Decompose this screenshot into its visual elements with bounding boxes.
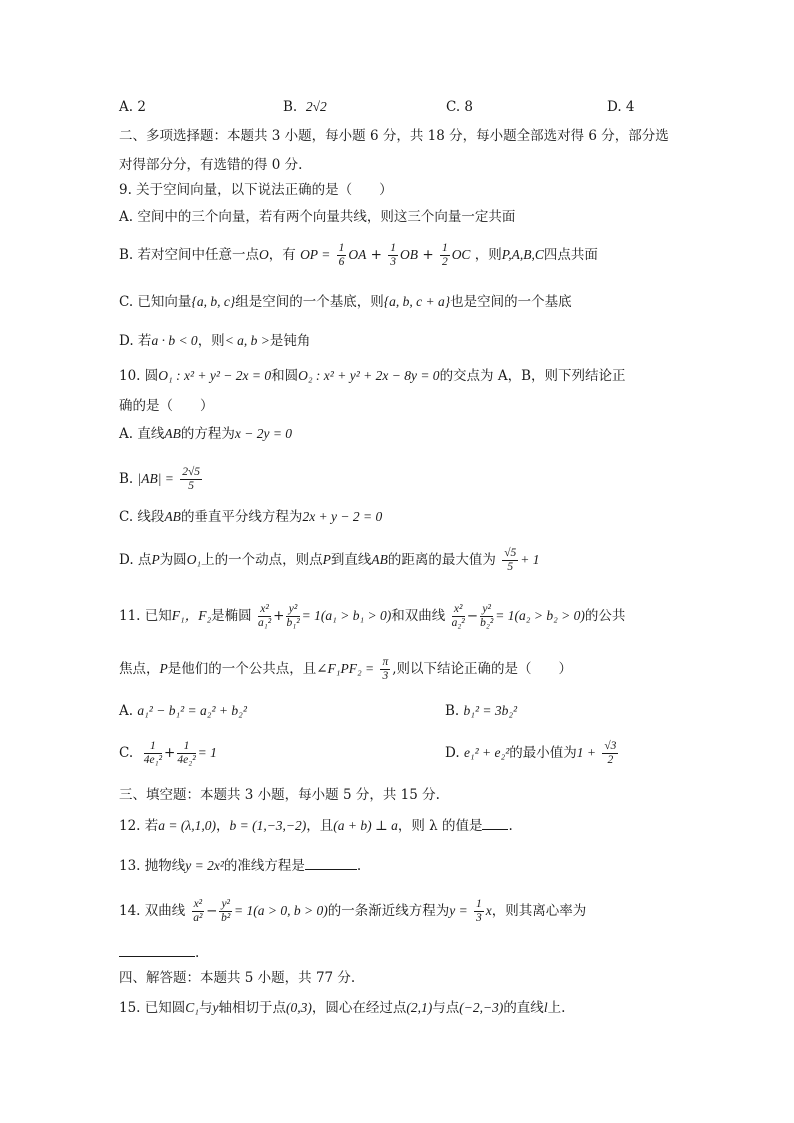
q10-d-o1: O₁ (186, 552, 202, 567)
q9-c-text2: 组是空间的一个基底，则 (235, 294, 384, 310)
q9-b-text3: ，则 (474, 247, 502, 263)
q14-x: x (485, 903, 492, 918)
q13-t3: . (356, 858, 362, 874)
q10-option-b[interactable] (119, 466, 204, 493)
q11-pi-over-3: $\frac{\pi}{3}$ (382, 656, 389, 682)
q14-answer-blank[interactable] (119, 944, 195, 957)
q9-d-text2: ，则 (197, 333, 225, 349)
q13-eq: y = 2x² (185, 858, 224, 873)
q11-stem-line1: 11. 已知F₁，F₂是椭圆 $\frac{\text{x²}}{\text{a₁²}}$ + $\frac{\text{y²}}{\text{b₁²}}$ = 1(a₁ > b₁ > 0)和双曲线 $\frac{\text{x²}}{\text{a₂²}}$ − $\frac{\text{y²}}{\text{b₂²}}$ = 1(a₂ > b₂ > 0)的公共 (119, 603, 626, 629)
q10-b-label: B. (119, 471, 134, 487)
q10-d-t4: 的距离的最大值为 (387, 552, 496, 568)
q10-b-frac: $\frac{2√5}{5}$ (182, 466, 201, 492)
q9-b-text2: ，有 (268, 247, 296, 263)
q11-option-a[interactable] (119, 701, 247, 721)
section2-header-line1: 二、多项选择题：本题共 3 小题，每小题 6 分，共 18 分，每小题全部选对得 6 分，部分选 (119, 128, 669, 144)
q8-option-b-label: B. (283, 99, 298, 115)
section3-header: 三、填空题：本题共 3 小题，每小题 5 分，共 15 分. (119, 787, 440, 803)
q12-t1: 12. 若 (119, 818, 159, 834)
q9-c-basis2: {a, b, c + a} (383, 294, 451, 309)
q14-t3: ，则其离心率为 (491, 903, 587, 919)
q11-d-one: 1 + (576, 745, 597, 760)
q12-t2: ， (215, 818, 230, 834)
q10-c-eq: 2x + y − 2 = 0 (302, 509, 383, 524)
q9-b-frac2: $\frac{1}{3}$ (390, 242, 397, 268)
q11-c-tail: = 1 (197, 745, 217, 760)
q11-d-eq: e₁² + e₂² (463, 745, 510, 760)
q11-text4: 的公共 (584, 608, 626, 624)
q10-a-eq: x − 2y = 0 (234, 426, 293, 441)
q11-c-frac1: $\frac{1}{\text{4e₁²}}$ (143, 740, 163, 766)
q11-ellipse-tail: = 1(a₁ > b₁ > 0) (301, 608, 392, 623)
q9-b-text4: 四点共面 (543, 247, 598, 263)
q9-d-angle: < a, b > (224, 333, 270, 348)
q11-l2-angle: ∠F₁PF₂ = (316, 661, 375, 676)
q11-stem-line2 (119, 656, 572, 683)
q9-b-vector-oc: OC (451, 247, 471, 262)
q10-d-t0: D. 点 (119, 552, 152, 568)
q12-condition: (a + b) ⊥ a (333, 818, 398, 833)
q11-option-c[interactable]: C. $\frac{1}{\text{4e₁²}}$ + $\frac{1}{\text{4e₂²}}$ = 1 (119, 740, 217, 766)
q9-option-d[interactable] (119, 331, 310, 351)
q15-t5: 与点 (432, 1000, 460, 1016)
q8-option-b[interactable] (283, 97, 327, 117)
q14-frac-third: $\frac{1}{3}$ (475, 898, 482, 924)
q15-t4: ，圆心在经过点 (311, 1000, 407, 1016)
q10-d-p2: P (322, 552, 331, 567)
q11-option-d[interactable] (445, 740, 620, 767)
q11-d-label: D. (445, 745, 460, 761)
q10-d-frac: $\frac{√5}{5}$ (504, 547, 517, 573)
q10-a-ab: AB (164, 426, 181, 441)
q10-d-t2: 上的一个动点，则点 (201, 552, 323, 568)
q13 (119, 856, 361, 876)
q13-t1: 13. 抛物线 (119, 858, 186, 874)
q9-b-frac1: $\frac{1}{6}$ (338, 242, 345, 268)
q11-c-frac2: $\frac{1}{\text{4e₂²}}$ (177, 740, 196, 766)
q9-b-points: P,A,B,C (501, 247, 544, 262)
q11-text3: 和双曲线 (391, 608, 446, 624)
q14-tail: = 1(a > 0, b > 0) (234, 903, 328, 918)
q11-a-label: A. (119, 703, 134, 719)
q11-a-eq: a₁² − b₁² = a₂² + b₂² (137, 703, 247, 718)
q10-a-text1: A. 直线 (119, 426, 165, 442)
q9-option-a[interactable]: A. 空间中的三个向量，若有两个向量共线，则这三个向量一定共面 (119, 209, 516, 225)
q12-vector-a: a = (λ,1,0) (158, 818, 216, 833)
q10-stem-line2: 确的是（ ） (119, 398, 214, 414)
q10-d-t3: 到直线 (330, 552, 372, 568)
q15-line-l: l (543, 1000, 548, 1015)
q11-hyper-frac-y: $\frac{\text{y²}}{\text{b₂²}}$ (480, 603, 494, 629)
q9-b-vector-op: OP = (300, 247, 331, 262)
q15-t3: 轴相切于点 (218, 1000, 286, 1016)
q12-vector-b: b = (1,−3,−2) (229, 818, 307, 833)
q9-c-basis1: {a, b, c} (191, 294, 236, 309)
q14-frac-x: $\frac{\text{x²}}{\text{a²}}$ (193, 898, 203, 924)
section4-header: 四、解答题：本题共 5 小题，共 77 分. (119, 970, 356, 986)
q10-text1: 10. 圆 (119, 368, 159, 384)
q9-option-c[interactable] (119, 292, 572, 312)
q15-c1: C₁ (185, 1000, 199, 1015)
q9-b-vector-ob: OB (400, 247, 419, 262)
q10-text2: 和圆 (271, 368, 299, 384)
q14-line2 (119, 943, 199, 963)
q10-stem-line1 (119, 366, 626, 386)
q11-c-label: C. (119, 745, 134, 761)
q10-d-ab: AB (371, 552, 388, 567)
q9-option-b[interactable]: B. 若对空间中任意一点O，有 OP = $\frac{1}{6}$ OA + $\frac{1}{3}$ OB + $\frac{1}{2}$ OC ，则P,A,B,C四点共面 (119, 242, 598, 268)
q10-option-c[interactable] (119, 507, 382, 527)
q13-answer-blank[interactable] (305, 857, 357, 870)
q11-hyper-tail: = 1(a₂ > b₂ > 0) (495, 608, 585, 623)
q9-b-frac3: $\frac{1}{2}$ (441, 242, 448, 268)
q14-asym: y = (449, 903, 468, 918)
q9-d-text3: 是钝角 (269, 333, 311, 349)
q14-line1: 14. 双曲线 $\frac{\text{x²}}{\text{a²}}$ − $\frac{\text{y²}}{\text{b²}}$ = 1(a > 0, b > 0)的一条渐近线方程为y = $\frac{1}{3}$ x，则其离心率为 (119, 898, 587, 924)
q11-l2-t1: 焦点， (119, 661, 160, 677)
q11-text2: 是椭圆 (211, 608, 252, 624)
q9-stem: 9. 关于空间向量，以下说法正确的是（ ） (119, 182, 393, 198)
q12-answer-blank[interactable] (482, 817, 508, 830)
q10-circle1-eq: O₁ : x² + y² − 2x = 0 (158, 368, 272, 383)
q11-ellipse-frac-x: $\frac{\text{x²}}{\text{a₁²}}$ (257, 603, 272, 629)
q8-option-a[interactable]: A. 2 (119, 99, 146, 115)
q15-y: y (212, 1000, 219, 1015)
q10-c-ab: AB (164, 509, 181, 524)
q8-option-c[interactable]: C. 8 (446, 99, 474, 115)
q10-circle2-eq: O₂ : x² + y² + 2x − 8y = 0 (298, 368, 440, 383)
q9-c-text1: C. 已知向量 (119, 294, 192, 310)
q15 (119, 998, 565, 1018)
q15-t6: 的直线 (503, 1000, 544, 1016)
q11-foci: F₁，F₂ (171, 608, 212, 623)
q15-t7: 上. (547, 1000, 566, 1016)
q15-point3: (−2,−3) (459, 1000, 504, 1015)
q10-c-text2: 的垂直平分线方程为 (180, 509, 303, 525)
q9-d-expr: a · b < 0 (151, 333, 198, 348)
q11-ellipse-frac-y: $\frac{\text{y²}}{\text{b₁²}}$ (286, 603, 300, 629)
q10-option-a[interactable] (119, 424, 292, 444)
q11-l2-t2: 是他们的一个公共点，且 (167, 661, 317, 677)
q9-d-text1: D. 若 (119, 333, 152, 349)
q8-option-d[interactable]: D. 4 (607, 99, 635, 115)
q12-t4: ，则 λ 的值是 (397, 818, 483, 834)
q11-option-b[interactable] (445, 701, 517, 721)
section2-header-line2: 对得部分分，有选错的得 0 分. (119, 157, 303, 173)
q10-d-tail: + 1 (520, 552, 540, 567)
q8-option-b-value: 2√2 (305, 99, 327, 114)
q9-b-vector-oa: OA (348, 247, 367, 262)
q11-l2-p: P (159, 661, 168, 676)
q11-b-label: B. (445, 703, 460, 719)
q12 (119, 816, 513, 836)
q11-d-frac: $\frac{√3}{2}$ (604, 740, 617, 766)
q15-t1: 15. 已知圆 (119, 1000, 186, 1016)
q14-t1: 14. 双曲线 (119, 903, 186, 919)
q10-option-d[interactable] (119, 547, 540, 574)
q10-text3: 的交点为 A，B，则下列结论正 (439, 368, 626, 384)
q9-c-text3: 也是空间的一个基底 (450, 294, 572, 310)
q11-b-eq: b₁² = 3b₂² (463, 703, 518, 718)
q14-t4: . (195, 945, 200, 961)
q13-t2: 的准线方程是 (223, 858, 305, 874)
q10-b-lhs: |AB| = (137, 471, 174, 486)
q9-b-text1: B. 若对空间中任意一点 (119, 247, 260, 263)
q12-t3: ，且 (306, 818, 334, 834)
q11-text1: 11. 已知 (119, 608, 172, 624)
q11-hyper-frac-x: $\frac{\text{x²}}{\text{a₂²}}$ (451, 603, 465, 629)
q11-d-text: 的最小值为 (509, 745, 577, 761)
q12-t5: . (508, 818, 513, 834)
q14-t2: 的一条渐近线方程为 (327, 903, 450, 919)
q15-t2: 与 (198, 1000, 213, 1016)
q11-l2-t3: ,则以下结论正确的是（ ） (392, 661, 573, 677)
q15-point1: (0,3) (285, 1000, 312, 1015)
q10-d-p: P (151, 552, 160, 567)
q10-a-text2: 的方程为 (180, 426, 235, 442)
q10-d-t1: 为圆 (159, 552, 187, 568)
q9-b-point-o: O (259, 247, 269, 262)
q14-frac-y: $\frac{\text{y²}}{\text{b²}}$ (221, 898, 231, 924)
q10-c-text1: C. 线段 (119, 509, 165, 525)
q15-point2: (2,1) (406, 1000, 433, 1015)
